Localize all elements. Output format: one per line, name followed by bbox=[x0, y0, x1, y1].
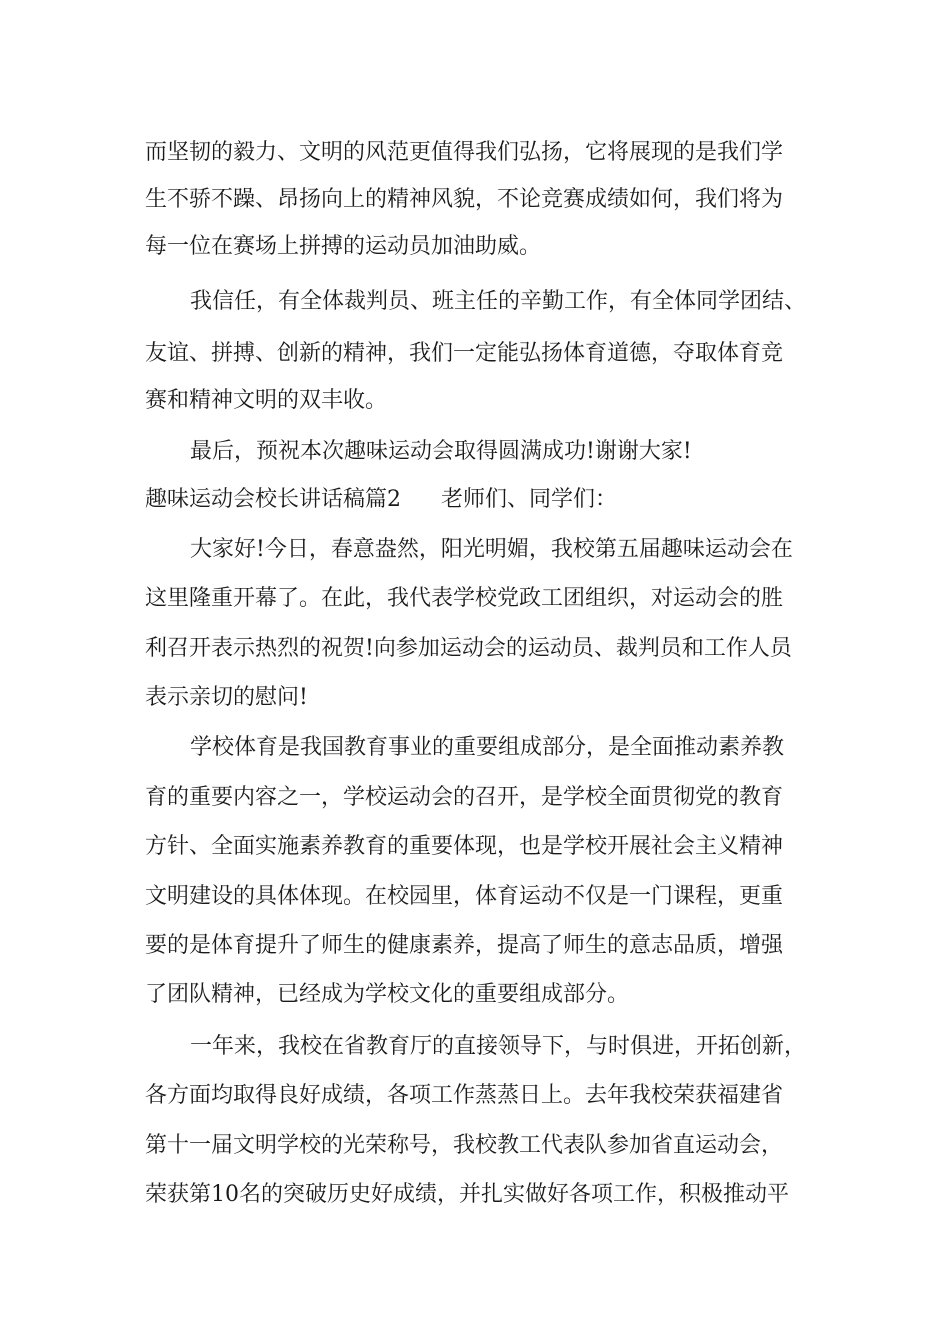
text-line: 利召开表示热烈的祝贺!向参加运动会的运动员、裁判员和工作人员 bbox=[145, 636, 792, 661]
text-line: 一年来，我校在省教育厅的直接领导下，与时俱进，开拓创新， bbox=[190, 1034, 807, 1059]
text-line: 最后，预祝本次趣味运动会取得圆满成功!谢谢大家! bbox=[190, 439, 692, 464]
text-line: 育的重要内容之一，学校运动会的召开，是学校全面贯彻党的教育 bbox=[145, 785, 784, 810]
text-line: 我信任，有全体裁判员、班主任的辛勤工作，有全体同学团结、 bbox=[190, 289, 807, 314]
text-line: 大家好!今日，春意盎然，阳光明媚，我校第五届趣味运动会在 bbox=[190, 537, 793, 562]
salutation: 老师们、同学们： bbox=[441, 487, 618, 512]
text-line: 赛和精神文明的双丰收。 bbox=[145, 388, 388, 413]
text-line: 要的是体育提升了师生的健康素养，提高了师生的意志品质，增强 bbox=[145, 933, 784, 958]
text-line: 第十一届文明学校的光荣称号，我校教工代表队参加省直运动会， bbox=[145, 1133, 784, 1158]
text-line: 表示亲切的慰问! bbox=[145, 685, 308, 710]
text-line: 文明建设的具体体现。在校园里，体育运动不仅是一门课程，更重 bbox=[145, 884, 784, 909]
text-line: 生不骄不躁、昂扬向上的精神风貌，不论竞赛成绩如何，我们将为 bbox=[145, 187, 784, 212]
text-line: 每一位在赛场上拼搏的运动员加油助威。 bbox=[145, 234, 542, 259]
text-line: 友谊、拼搏、创新的精神，我们一定能弘扬体育道德，夺取体育竞 bbox=[145, 341, 784, 366]
section-title: 趣味运动会校长讲话稿篇2 bbox=[145, 487, 401, 512]
text-line: 方针、全面实施素养教育的重要体现，也是学校开展社会主义精神 bbox=[145, 834, 784, 859]
text-line: 各方面均取得良好成绩，各项工作蒸蒸日上。去年我校荣获福建省 bbox=[145, 1083, 784, 1108]
text-line: 了团队精神，已经成为学校文化的重要组成部分。 bbox=[145, 982, 630, 1007]
text-line: 荣获第10名的突破历史好成绩，并扎实做好各项工作，积极推动平 bbox=[145, 1182, 789, 1207]
section-heading bbox=[145, 487, 617, 513]
text-line: 而坚韧的毅力、文明的风范更值得我们弘扬，它将展现的是我们学 bbox=[145, 140, 784, 165]
text-line: 这里隆重开幕了。在此，我代表学校党政工团组织，对运动会的胜 bbox=[145, 586, 784, 611]
text-line: 学校体育是我国教育事业的重要组成部分，是全面推动素养教 bbox=[190, 735, 785, 760]
